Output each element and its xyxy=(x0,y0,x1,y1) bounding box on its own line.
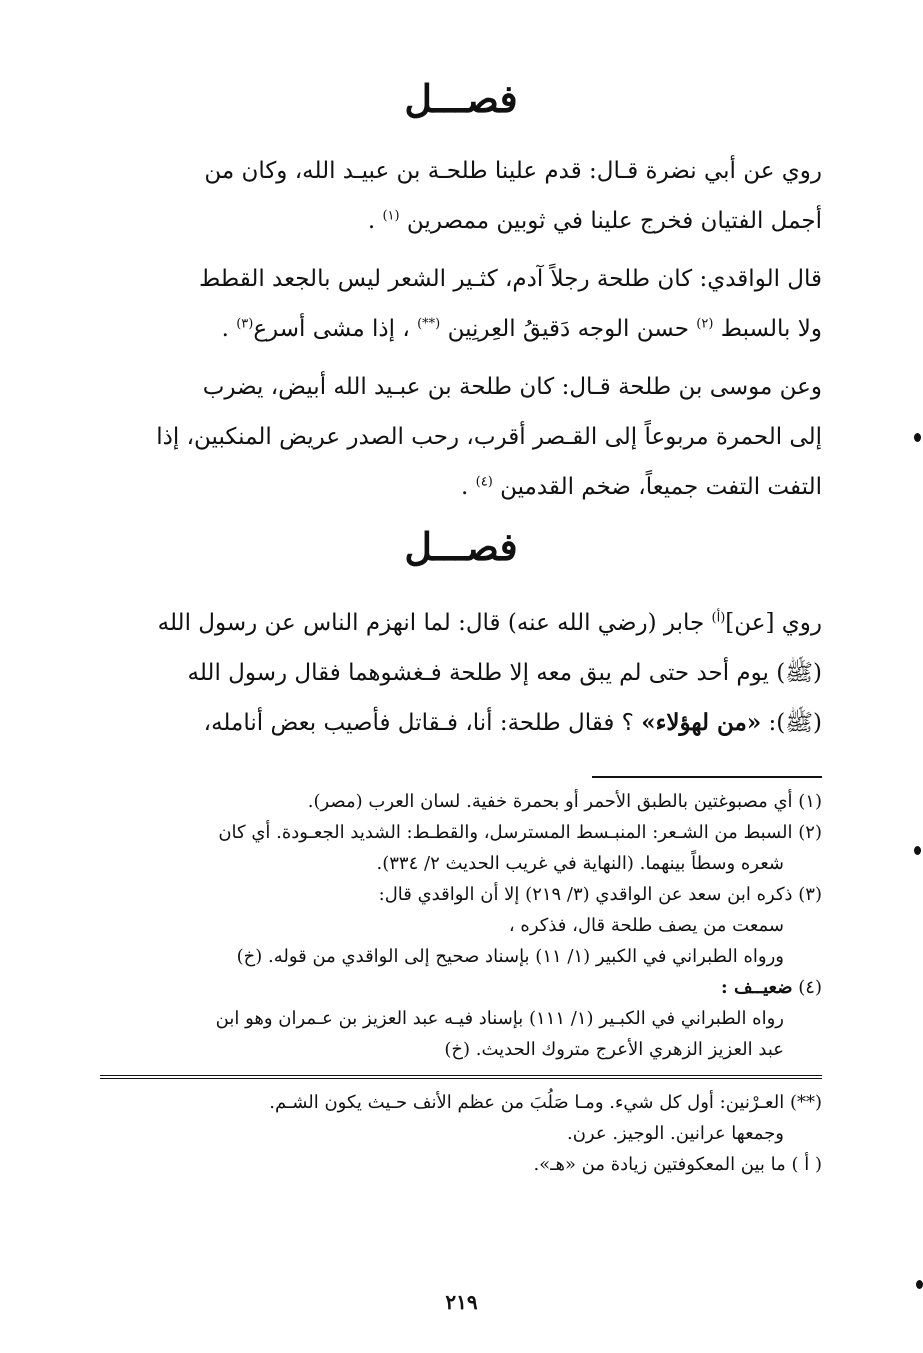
text-line: أجمل الفتيان فخرج علينا في ثوبين ممصرين $^{(١)}$ . xyxy=(367,208,822,234)
text-fragment: التفت التفت جميعاً، ضخم القدمين xyxy=(500,474,822,500)
footnote-3: (٣) ذكره ابن سعد عن الواقدي (٣/ ٢١٩) إلا أن الواقدي قال: xyxy=(378,884,822,905)
text-fragment: أجمل الفتيان فخرج علينا في ثوبين ممصرين xyxy=(406,208,822,234)
text-fragment: ؟ فقال طلحة: أنا، فـقاتل فأصيب بعض أنامله، xyxy=(203,710,634,736)
text-line: التفت التفت جميعاً، ضخم القدمين $^{(٤)}$ . xyxy=(461,474,822,500)
paragraph-jabir xyxy=(100,598,822,748)
page-number: ٢١٩ xyxy=(445,1290,478,1314)
text-line: (ﷺ) يوم أحد حتى لم يبق معه إلا طلحة فـغشوهما فقال رسول الله xyxy=(187,660,822,686)
text-line: ولا بالسبط $^{(٢)}$ حسن الوجه دَقيقُ العِرنِين (**) ، إذا مشى أسرع$^{(٣)}$ . xyxy=(221,316,822,342)
footnote-star-cont: وجمعها عرانين. الوجيز. عرن. xyxy=(566,1123,784,1144)
footnote-ref: (٢) xyxy=(696,316,714,332)
footnote-ref: (٣) xyxy=(236,316,254,332)
footnotes xyxy=(100,786,822,1065)
footnote-4-cont: عبد العزيز الزهري الأعرج متروك الحديث. (خ) xyxy=(444,1039,784,1060)
footnote-double-rule xyxy=(100,1075,822,1079)
footnote-number: (٤) xyxy=(798,977,822,998)
footnote-ref: (**) xyxy=(417,316,441,332)
footnote-3-cont: ورواه الطبراني في الكبير (١/ ١١) بإسناد صحيح إلى الواقدي من قوله. (خ) xyxy=(236,946,784,967)
paragraph-waqidi xyxy=(100,254,822,354)
page-body xyxy=(100,76,822,1180)
footnote-2: (٢) السبط من الشـعر: المنبـسط المسترسل، والقطـط: الشديد الجعـودة. أي كان xyxy=(218,822,822,843)
text-line xyxy=(100,698,822,748)
footnote-1: (١) أي مصبوغتين بالطبق الأحمر أو بحمرة خفية. لسان العرب (مصر). xyxy=(307,791,822,812)
footnote-ref: (٤) xyxy=(475,474,493,490)
text-line: وعن موسى بن طلحة قـال: كان طلحة بن عبـيد الله أبيض، يضرب xyxy=(202,374,822,400)
footnote-ref: (أ) xyxy=(711,610,726,626)
footnote-4-cont: رواه الطبراني في الكبـير (١/ ١١١) بإسناد فيـه عبد العزيز بن عـمران وهو ابن xyxy=(215,1008,784,1029)
margin-mark xyxy=(916,1280,923,1289)
text-fragment: ولا بالسبط xyxy=(720,316,822,342)
footnote-3-cont: سمعت من يصف طلحة قال، فذكره ، xyxy=(508,915,784,936)
text-line: إلى الحمرة مربوعاً إلى القـصر أقرب، رحب الصدر عريض المنكبين، إذا xyxy=(156,424,822,450)
section-heading: فصـــل xyxy=(404,76,518,121)
editor-notes xyxy=(100,1087,822,1180)
text-line: روي عن أبي نضرة قـال: قدم علينا طلحـة بن عبيـد الله، وكان من xyxy=(204,158,822,184)
footnote-star: (**) العـرْنين: أول كل شيء. ومـا صَلُبَ من عظم الأنف حـيث يكون الشـم. xyxy=(269,1092,822,1113)
margin-mark xyxy=(914,846,921,855)
footnote-4 xyxy=(100,972,822,1003)
paragraph-musa xyxy=(100,362,822,512)
text-fragment: جابر (رضي الله عنه) قال: لما انهزم الناس عن رسول الله xyxy=(157,610,705,636)
paragraph-abu-nadra xyxy=(100,146,822,246)
footnote-separator xyxy=(592,776,822,778)
footnote-alpha: ( أ ) ما بين المعكوفتين زيادة من «هـ». xyxy=(533,1154,822,1175)
footnote-2-cont: شعره وسطاً بينهما. (النهاية في غريب الحديث ٢/ ٣٣٤). xyxy=(376,853,784,874)
footnote-grade: ضعيــف : xyxy=(721,977,793,998)
margin-mark xyxy=(914,433,921,442)
text-fragment: (ﷺ): xyxy=(768,710,822,736)
text-fragment: روي [عن] xyxy=(725,610,822,636)
section-heading: فصـــل xyxy=(404,524,518,569)
text-fragment: ، إذا مشى أسرع xyxy=(253,316,410,342)
text-fragment: حسن الوجه دَقيقُ العِرنِين xyxy=(447,316,689,342)
text-line: قال الواقدي: كان طلحة رجلاً آدم، كثـير الشعر ليس بالجعد القطط xyxy=(199,266,822,292)
text-line xyxy=(100,598,822,648)
footnote-ref: (١) xyxy=(382,208,400,224)
quoted-speech: «من لهؤلاء» xyxy=(641,709,762,736)
